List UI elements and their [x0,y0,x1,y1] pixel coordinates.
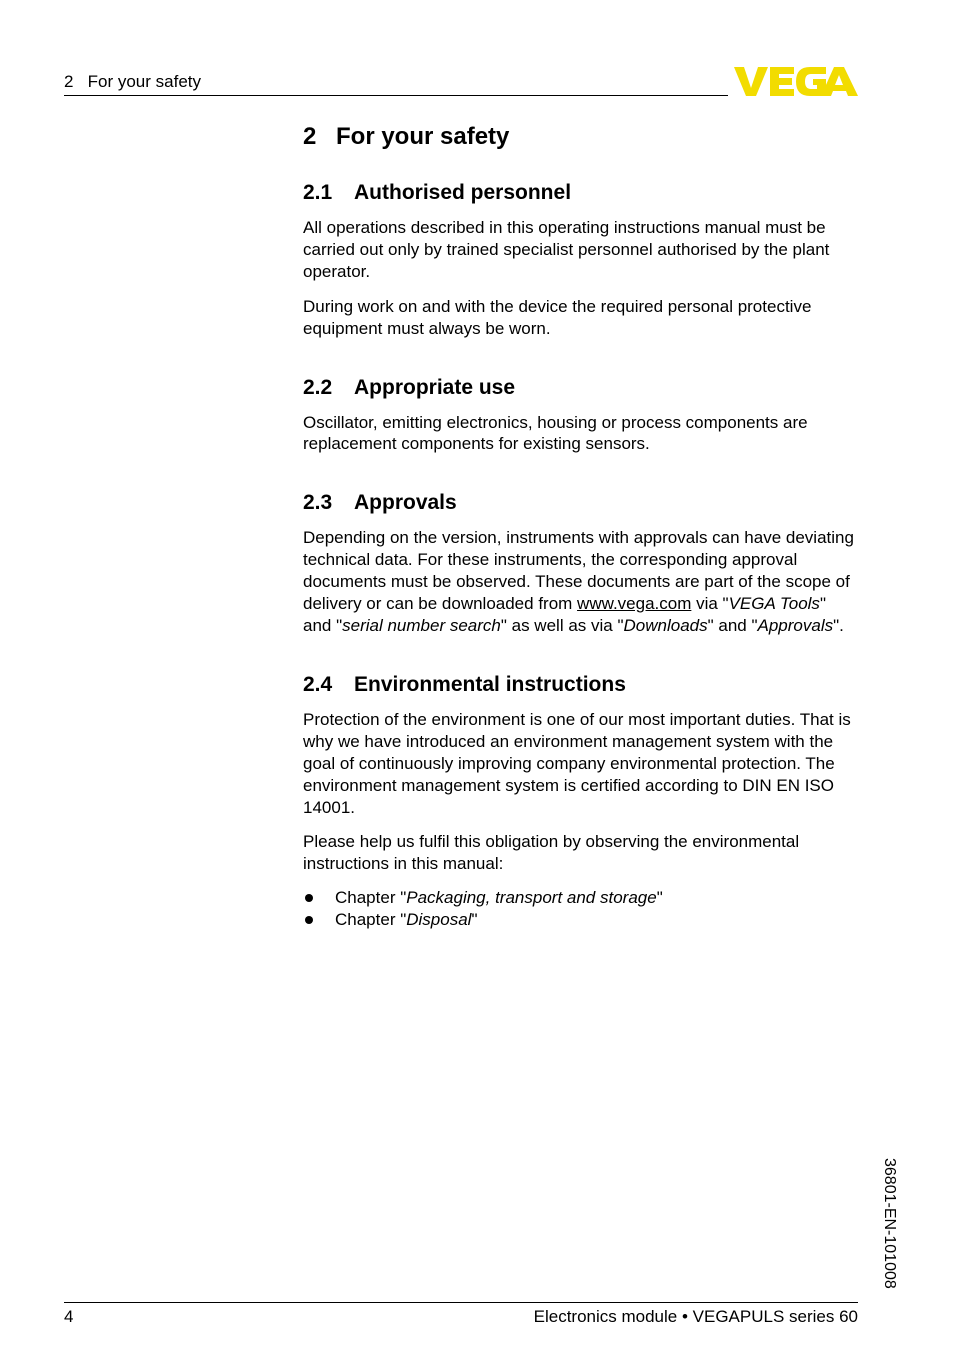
bullet-icon [305,894,313,902]
section-title: Appropriate use [354,375,516,399]
bullet-list [303,887,859,931]
running-header: 2 For your safety [64,72,201,91]
text-run: " and " [303,594,826,635]
emphasis-downloads: Downloads [623,615,708,635]
footer-rule [64,1302,858,1303]
emphasis-chapter-name: Disposal [406,910,472,930]
text-run: Chapter " [335,888,407,908]
bullet-icon [305,916,313,924]
text-run: " as well as via " [500,615,624,635]
footer-title: Electronics module • VEGAPULS series 60 [533,1307,858,1326]
emphasis-vega-tools: VEGA Tools [728,594,820,614]
paragraph-environmental-2: Please help us fulfil this obligation by observing the environmental instructions in this manual: [303,832,800,874]
vega-logo-graphic [734,64,858,98]
text-run: Depending on the version, instruments with approvals can have deviating technical data. For these instruments, the corresponding approval documents must be observed. These documents are part of the scope of delivery or can be downloaded from [303,528,854,614]
document-code: 36801-EN-101008 [881,1158,898,1289]
section-title: Approvals [354,491,457,515]
list-item [303,887,859,909]
section-heading-authorised-personnel [303,179,859,207]
paragraph-environmental-1: Protection of the environment is one of our most important duties. That is why we have introduced an environment management system with the goal of continuously improving company environmental protection. The environment management system is certified according to DIN EN ISO 14001. [303,709,851,817]
paragraph-approvals [303,527,859,637]
section-heading-approvals [303,489,859,517]
emphasis-chapter-name: Packaging, transport and storage [406,888,657,908]
text-run: via " [691,594,729,614]
section-title: Authorised personnel [354,181,572,204]
document-code-vertical [880,1158,900,1308]
paragraph-appropriate-use: Oscillator, emitting electronics, housing or process components are replacement components for existing sensors. [303,412,808,454]
text-run: " and " [707,615,758,635]
chapter-number: 2 [303,123,317,150]
section-heading-environmental [303,671,859,699]
page-number: 4 [64,1307,74,1326]
section-heading-appropriate-use [303,374,859,402]
section-number: 2.1 [303,181,333,204]
paragraph-authorised-2: During work on and with the device the required personal protective equipment must always be worn. [303,296,812,338]
list-item [303,909,859,931]
text-run: " [471,910,478,930]
chapter-heading [303,120,859,154]
emphasis-serial-number-search: serial number search [342,615,501,635]
section-number: 2.4 [303,672,333,696]
text-run: Chapter " [335,910,407,930]
text-run: ". [833,615,844,635]
section-number: 2.2 [303,375,333,399]
main-content [303,120,859,931]
section-number: 2.3 [303,491,333,515]
header-rule [64,95,728,96]
text-run: " [656,888,663,908]
vega-website-link[interactable]: www.vega.com [577,594,692,614]
vega-logo [734,64,858,98]
section-title: Environmental instructions [354,672,626,696]
chapter-title: For your safety [336,123,510,150]
paragraph-authorised-1: All operations described in this operating instructions manual must be carried out only by trained specialist personnel authorised by the plant operator. [303,218,830,281]
emphasis-approvals: Approvals [757,615,834,635]
